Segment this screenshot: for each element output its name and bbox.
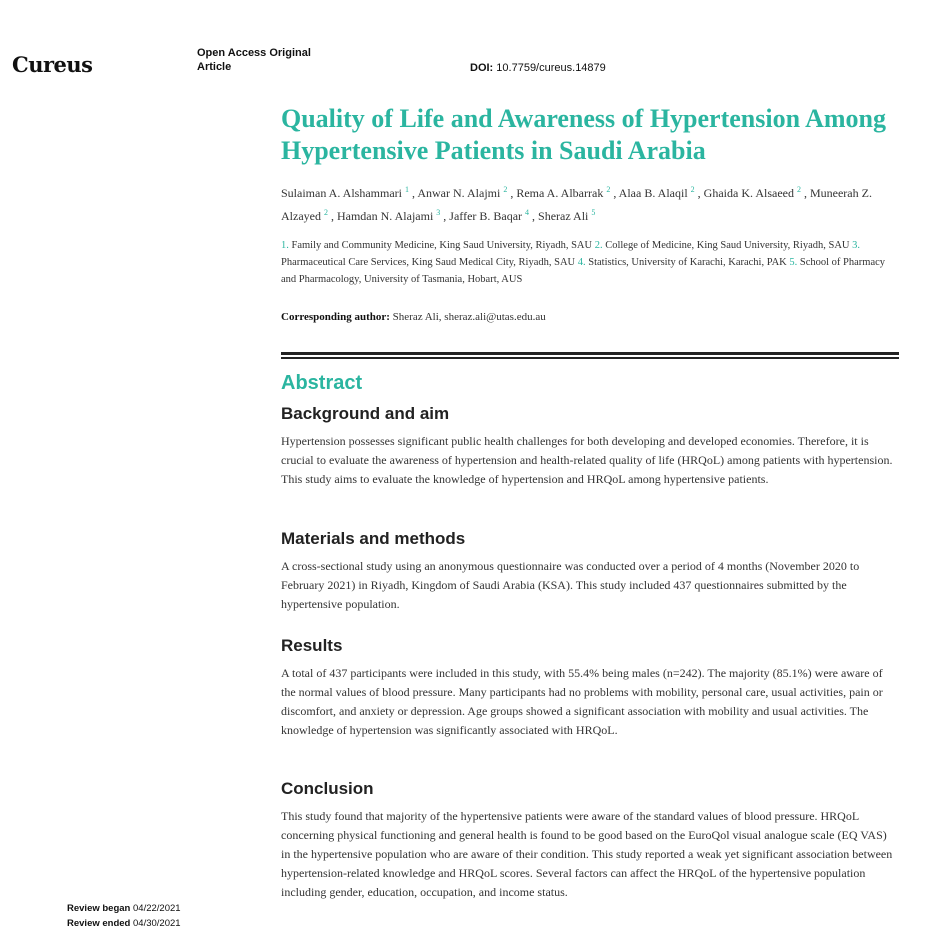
author-affiliation-ref[interactable]: 1 [405,185,409,194]
author[interactable] [516,186,610,200]
section-text: Hypertension possesses significant public health challenges for both developing and developed economies. Therefore, it is crucial to evaluate the awareness of hypertension and health-related quality of life (HRQoL) among patients with hypertension. This study aims to evaluate the knowledge of hypertension and HRQoL among hypertensive patients. [281,434,893,486]
doi-label: DOI: [470,62,494,74]
affiliations [281,237,901,288]
section-heading: Materials and methods [281,529,466,548]
author[interactable] [337,209,440,223]
author-name: Ghaida K. Alsaeed [703,186,794,200]
author[interactable] [449,209,529,223]
author-affiliation-ref[interactable]: 2 [606,185,611,194]
corresponding-value[interactable]: Sheraz Ali, sheraz.ali@utas.edu.au [392,311,546,323]
review-began-label: Review began [67,903,131,914]
author-name: Sulaiman A. Alshammari [281,186,402,200]
article-type: Open Access Original Article [197,47,311,73]
section-background [281,404,899,489]
review-began-date: 04/22/2021 [133,903,181,914]
section-text: This study found that majority of the hypertensive patients were aware of the standard values of blood pressure. HRQoL concerning physical functioning and general health is found to be good based on the EuroQol visual analogue scale (EQ VAS) in the hypertensive population who are aware of their condition. This study reported a weak yet significant association between hypertension-related knowledge and HRQoL scores. Several factors can affect the HRQoL of the hypertensive population including gender, education, occupation, and income status. [281,809,893,899]
affiliation [578,257,787,268]
author-name: Jaffer B. Baqar [449,209,523,223]
author-name: Sheraz Ali [538,209,589,223]
section-methods [281,529,899,614]
doi-value[interactable]: 10.7759/cureus.14879 [496,62,606,74]
affiliation-number[interactable]: 3. [852,240,861,251]
article-title: Quality of Life and Awareness of Hypertension Among Hypertensive Patients in Saudi Arabia [281,104,887,165]
divider-thick [281,352,899,355]
author[interactable] [538,209,595,223]
author-name: Anwar N. Alajmi [417,186,501,200]
review-began [67,903,181,914]
affiliation-text: Family and Community Medicine, King Saud University, Riyadh, SAU [291,240,593,251]
affiliation-text: School of Pharmacy and Pharmacology, University of Tasmania, Hobart, AUS [281,257,886,285]
divider-thin [281,357,899,359]
author-affiliation-ref[interactable]: 2 [690,185,695,194]
affiliation-number[interactable]: 1. [281,240,289,251]
author-name: Hamdan N. Alajami [336,209,434,223]
section-text: A total of 437 participants were included in this study, with 55.4% being males (n=242). The majority (85.1%) were aware of the normal values of blood pressure. Many participants had no problems with mobility, personal care, usual activities, pain or discomfort, and anxiety or depression. Age groups showed a significant association with mobility and usual activities. The knowledge of hypertension was significantly associated with HRQoL. [281,666,883,737]
review-ended [67,918,181,929]
journal-logo: Cureus [12,52,93,77]
author[interactable] [704,186,801,200]
affiliation-text: Pharmaceutical Care Services, King Saud Medical City, Riyadh, SAU [281,257,576,268]
doi[interactable] [470,62,606,74]
corresponding-label: Corresponding author: [281,311,390,323]
affiliation-number[interactable]: 5. [789,257,798,268]
affiliation [281,240,592,251]
author[interactable] [619,186,695,200]
affiliation-text: College of Medicine, King Saud University, Riyadh, SAU [605,240,850,251]
section-text: A cross-sectional study using an anonymous questionnaire was conducted over a period of 4 months (November 2020 to February 2021) in Riyadh, Kingdom of Saudi Arabia (KSA). This study included 437 questionnaires submitted by the hypertensive population. [281,559,860,611]
section-heading: Results [281,636,343,655]
author[interactable] [281,186,409,200]
author-affiliation-ref[interactable]: 2 [503,185,508,194]
review-ended-label: Review ended [67,918,131,929]
affiliation [595,240,850,251]
author-affiliation-ref[interactable]: 2 [323,208,328,217]
author-affiliation-ref[interactable]: 5 [591,208,596,217]
author-affiliation-ref[interactable]: 4 [525,208,530,217]
corresponding-author [281,311,901,323]
section-heading: Conclusion [281,779,374,798]
affiliation-number[interactable]: 2. [594,240,603,251]
section-heading: Background and aim [281,404,450,423]
affiliation-text: Statistics, University of Karachi, Karachi, PAK [588,257,787,268]
author-name: Alaa B. Alaqil [618,186,688,200]
affiliation-number[interactable]: 4. [577,257,586,268]
author-affiliation-ref[interactable]: 3 [436,208,441,217]
abstract-heading: Abstract [281,372,363,394]
author-name: Rema A. Albarrak [516,186,604,200]
author-affiliation-ref[interactable]: 2 [796,185,801,194]
author[interactable] [417,186,507,200]
review-ended-date: 04/30/2021 [133,918,181,929]
section-conclusion [281,779,899,902]
author-name: Muneerah Z. Alzayed [281,186,872,223]
section-results [281,636,899,740]
author-list: Sulaiman A. Alshammari $^1$ , Anwar N. Alajmi $^2$ , Rema A. Albarrak $^2$ , Alaa B. Alaqil $^2$ , Ghaida K. Alsaeed $^2$ , Muneerah Z. Alzayed $^2$ , Hamdan N. Alajami $^3$ , Jaffer B. Baqar $^4$ , Sheraz Ali $^5$ [281,185,872,223]
